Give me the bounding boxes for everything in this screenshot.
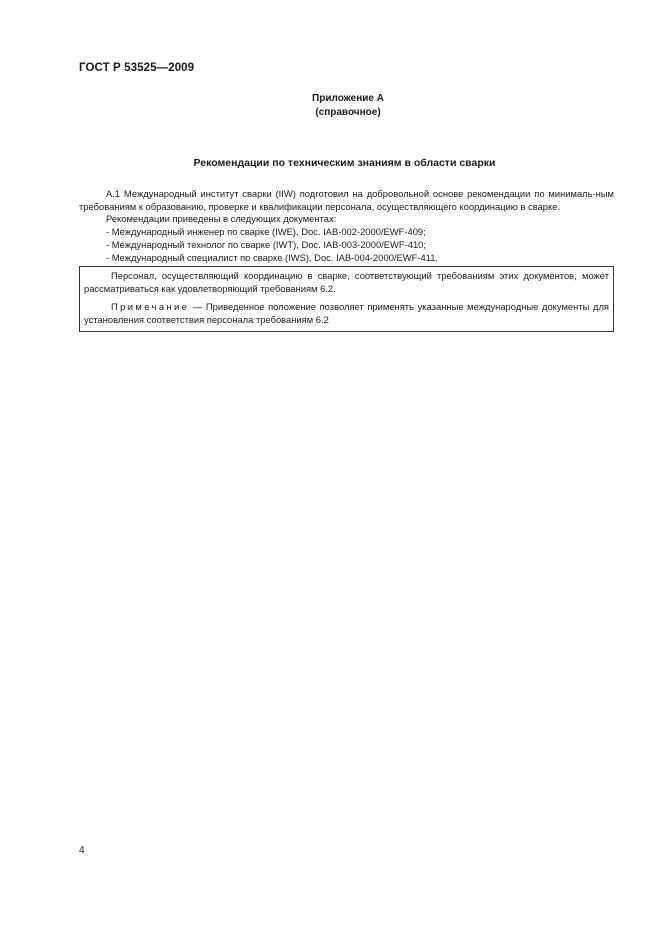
page-number: 4 [79, 845, 85, 856]
requirement-statement: Персонал, осуществляющий координацию в сварке, соответствующий требованиям этих документов, может рассматриваться как удовлетворяющий требованиям 6.2. [84, 270, 609, 294]
section-title: Рекомендации по техническим знаниям в области сварки [193, 157, 496, 169]
body-text [79, 188, 614, 264]
note-text: — Приведенное положение позволяет применять указанные международные документы для установления соответствия персонала требованиям 6.2 [84, 301, 609, 326]
appendix-subtitle: (справочное) [315, 107, 381, 118]
appendix-title: Приложение А [312, 93, 384, 104]
requirement-box [79, 266, 614, 332]
documents-intro: Рекомендации приведены в следующих документах: [106, 213, 337, 225]
note-label: Примечание [111, 301, 190, 313]
documents-list [79, 226, 614, 264]
list-item: - Международный специалист по сварке (IWS), Doc. IAB-004-2000/EWF-411. [106, 251, 439, 263]
appendix-heading [0, 92, 661, 120]
list-item: - Международный технолог по сварке (IWT), Doc. IAB-003-2000/EWF-410; [106, 238, 426, 250]
list-item: - Международный инженер по сварке (IWE), Doc. IAB-002-2000/EWF-409; [106, 226, 426, 238]
standard-code: ГОСТ Р 53525—2009 [79, 62, 195, 74]
note [84, 301, 609, 326]
paragraph-a1: А.1 Международный институт сварки (IIW) подготовил на добровольной основе рекомендации по минималь-ным требованиям к образованию, проверке и квалификации персонала, осуществляющего координацию в сварке. [79, 188, 614, 212]
